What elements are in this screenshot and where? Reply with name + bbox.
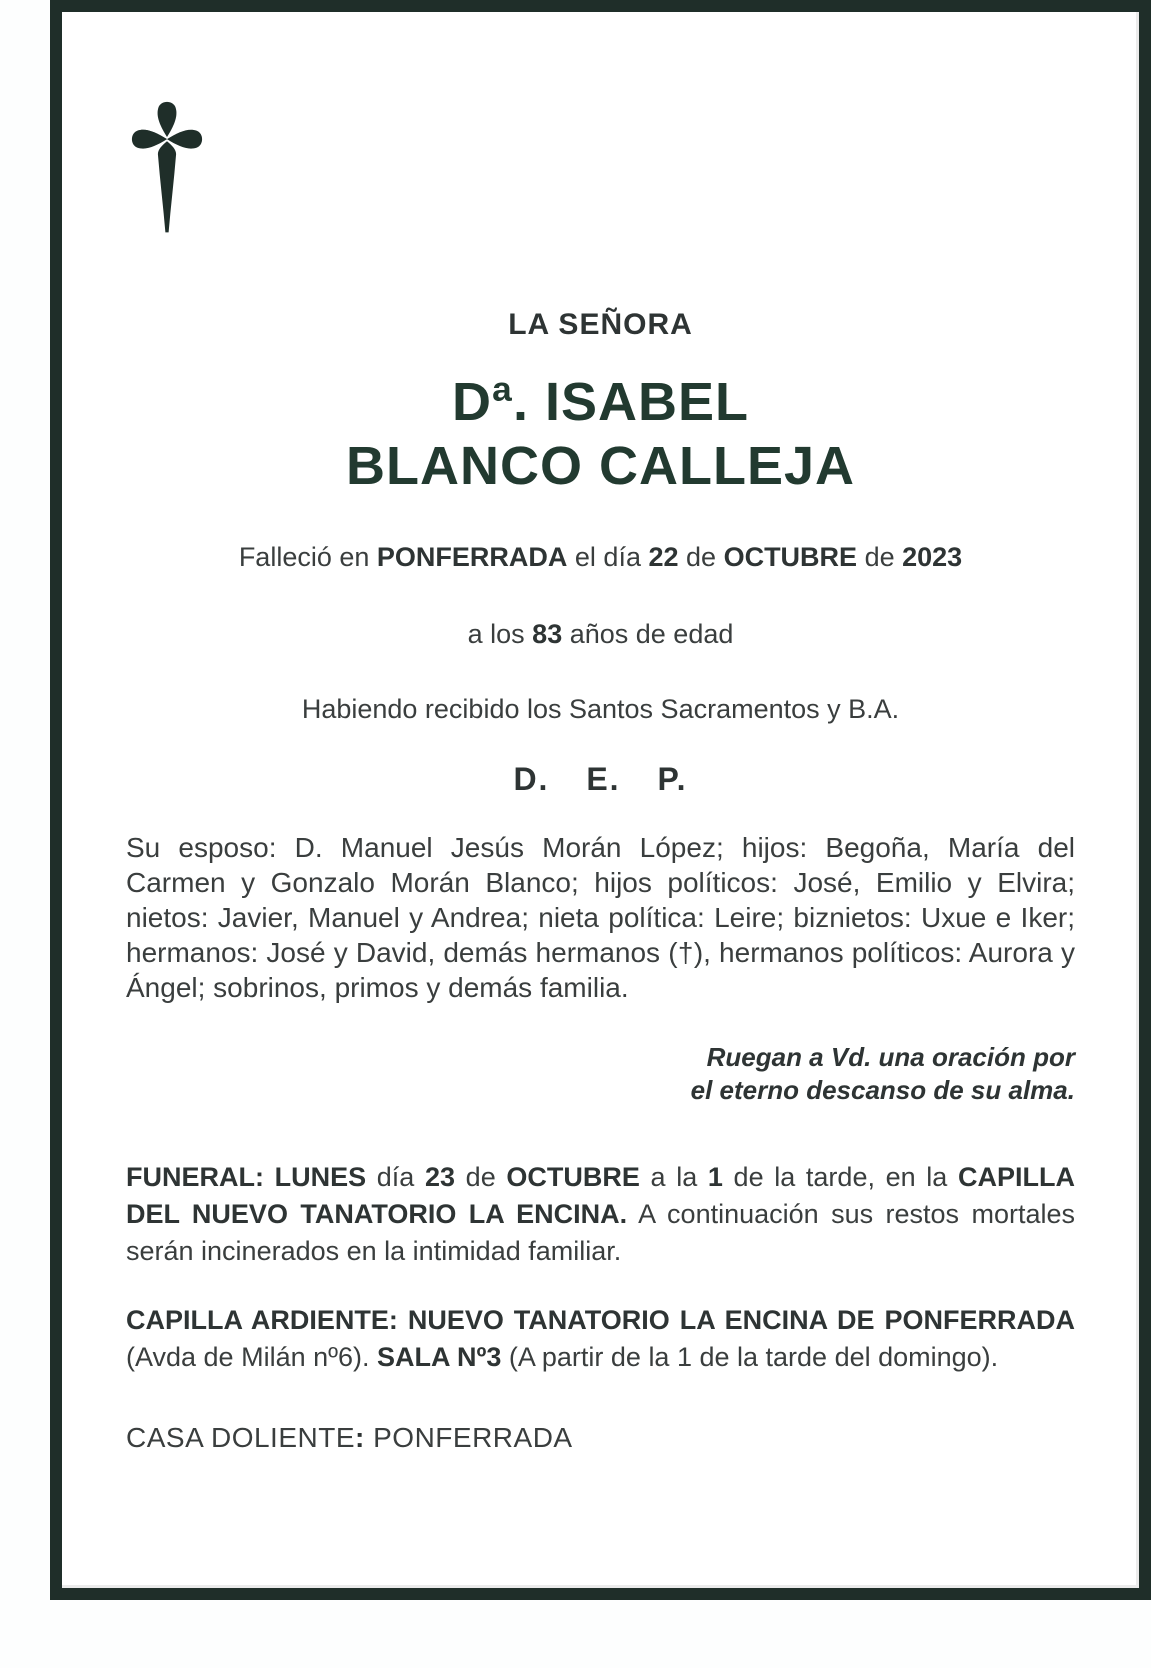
cross-icon: [128, 92, 206, 242]
prayer-line1: Ruegan a Vd. una oración por: [706, 1042, 1075, 1072]
text-segment: SALA Nº3: [377, 1342, 502, 1372]
text-segment: CAPILLA DEL NUEVO TANATORIO LA ENCINA.: [126, 1162, 1075, 1229]
text-segment: 2023: [902, 542, 963, 572]
honorific-title: LA SEÑORA: [508, 308, 693, 341]
deceased-name-line2: BLANCO CALLEJA: [346, 436, 855, 496]
text-segment: 1: [707, 1162, 723, 1192]
prayer-request: [126, 1041, 1075, 1107]
mourning-home-line: [126, 1422, 1075, 1454]
text-segment: CAPILLA ARDIENTE: NUEVO TANATORIO LA ENCINA DE PONFERRADA: [126, 1305, 1075, 1335]
text-segment: PONFERRADA: [364, 1422, 573, 1453]
text-segment: de: [857, 542, 903, 572]
age-line: [126, 619, 1075, 650]
text-segment: PONFERRADA: [376, 542, 568, 572]
text-segment: años de edad: [562, 619, 734, 649]
family-paragraph: Su esposo: D. Manuel Jesús Morán López; hijos: Begoña, María del Carmen y Gonzalo Morán Blanco; hijos políticos: José, Emilio y Elvira; nietos: Javier, Manuel y Andrea; nieta política: Leire; biznietos: Uxue e Iker; hermanos: José y David, demás hermanos (†), hermanos políticos: Aurora y Ángel; sobrinos, primos y demás familia.: [126, 832, 1075, 1003]
text-segment: 22: [648, 542, 679, 572]
text-segment: a los: [467, 619, 533, 649]
text-segment: día: [366, 1162, 425, 1192]
text-segment: OCTUBRE: [506, 1162, 640, 1192]
text-segment: de: [455, 1162, 507, 1192]
text-segment: 23: [424, 1162, 456, 1192]
death-line: [126, 542, 1075, 573]
text-segment: A continuación sus restos mortales serán incinerados en la intimidad familiar.: [126, 1199, 1075, 1266]
esquela-frame: [50, 0, 1151, 1600]
funeral-details: [126, 1159, 1075, 1270]
deceased-name-line1: Dª. ISABEL: [451, 372, 749, 432]
text-segment: 83: [532, 619, 563, 649]
dep-abbreviation: D. E. P.: [513, 761, 688, 797]
text-segment: (Avda de Milán nº6).: [126, 1342, 377, 1372]
deceased-name: [126, 370, 1075, 498]
text-segment: el día: [567, 542, 649, 572]
text-segment: de: [678, 542, 724, 572]
esquela-content: [62, 92, 1139, 1668]
text-segment: CASA DOLIENTE: [126, 1422, 356, 1453]
chapel-details: [126, 1302, 1075, 1376]
text-segment: :: [355, 1422, 365, 1453]
text-segment: a la: [639, 1162, 708, 1192]
text-segment: OCTUBRE: [723, 542, 858, 572]
prayer-line2: el eterno descanso de su alma.: [690, 1075, 1075, 1105]
sacraments-line: Habiendo recibido los Santos Sacramentos y B.A.: [301, 694, 900, 724]
text-segment: Falleció en: [238, 542, 377, 572]
text-segment: de la tarde, en la: [722, 1162, 958, 1192]
text-segment: FUNERAL: LUNES: [126, 1162, 367, 1192]
text-segment: (A partir de la 1 de la tarde del domingo).: [501, 1342, 999, 1372]
